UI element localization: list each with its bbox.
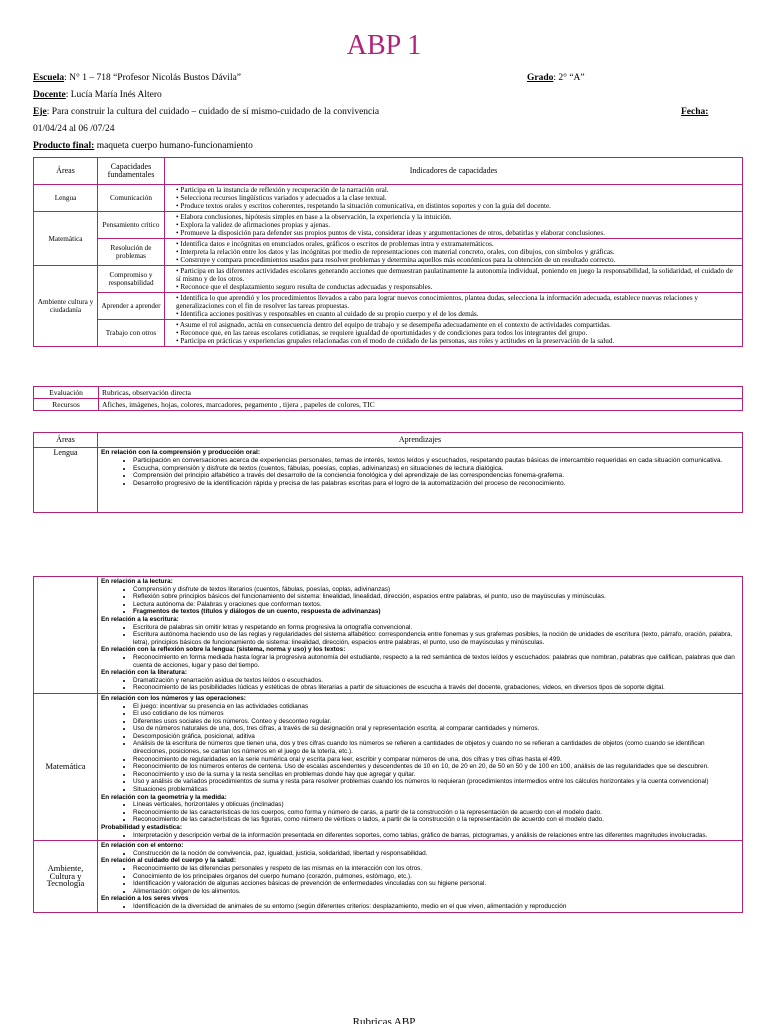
grado-value: : 2° “A” [553,73,585,83]
indicadores-aprender [165,293,743,320]
learning-item: • Participación en conversaciones acerca de experiencias personales, temas de interés, textos leídos y escuchados, respetando pautas básicas de intercambio requeridas en cada situación comunicativa. [133,457,739,465]
section-title: En relación con la comprensión y producción oral: [101,449,261,456]
learning-item: • Reconocimiento de las diferencias personales y respeto de las mismas en la interacción con los otros. [133,865,739,873]
lengua-row [34,185,743,212]
learning-item: • Fragmentos de textos (títulos y diálogos de un cuento, respuesta de adivinanzas) [133,608,739,616]
learning-item: • Interpretación y descripción verbal de la información presentada en diferentes soportes, como tablas, gráfico de barras, pictogramas, y análisis de relaciones entre las diferentes magnitudes involucradas. [133,832,739,840]
learning-item: • Descomposición gráfica, posicional, aditiva [133,733,739,741]
ambiente-row-2 [34,293,743,320]
header-areas: Áreas [34,433,98,448]
lengua-continued-row [34,577,743,694]
aprendizajes-lengua-content [98,448,743,513]
indicadores-pensamiento [165,212,743,239]
evaluacion-row [34,387,743,399]
aprendizajes-lengua-row [34,448,743,513]
cap-resolucion-problemas: Resolución de problemas [98,239,165,266]
learning-item: • Líneas verticales, horizontales y oblicuas (inclinadas) [133,801,739,809]
learning-item: • Comprensión del principio alfabético a través del desarrollo de la conciencia fonológica y del aprendizaje de las correspondencias fonema-grafema. [133,472,739,480]
indicator-item: • Identifica acciones positivas y responsables en cuanto al cuidado de su propio cuerpo y el de los demás. [176,310,739,318]
learning-item: • Escritura autónoma haciendo uso de las reglas y regularidades del sistema alfabético: correspondencia entre fonemas y sus grafemas posibles, la noción de unidades de escritura (texto, párrafo, oración, palabra, letra), principios básicos de funcionamiento de sistema: linealidad, dirección, espacios entre palabras, el punto, uso de mayúsculas y minúsculas. [133,631,739,646]
section-title: En relación con la literatura: [101,669,187,677]
learning-item: • Reconocimiento de las posibilidades lúdicas y estéticas de obras literarias a partir de situaciones de escucha a través del docente, grabaciones, videos, en diversos tipos de soporte digital. [133,684,739,692]
learning-item: • Alimentación: origen de los alimentos. [133,888,739,896]
header-areas: Áreas [34,158,98,185]
matematica-row-2 [34,239,743,266]
learning-item: • Dramatización y renarración asidua de textos leídos o escuchados. [133,677,739,685]
indicator-item: • Asume el rol asignado, actúa en consecuencia dentro del equipo de trabajo y se desempeña adecuadamente en el contexto de actividades compartidas. [176,321,739,329]
indicator-item: • Elabora conclusiones, hipótesis simples en base a la observación, la experiencia y la intuición. [176,213,739,221]
evaluacion-value: Rubricas, observación directa [99,387,743,399]
matematica-aprendizajes-row [34,693,743,840]
capacidades-table [33,157,743,347]
section-title: En relación a la lectura: [101,578,173,585]
learning-item: • Desarrollo progresivo de la identificación rápida y precisa de las palabras escritas para el logro de la automatización del proceso de reconocimiento. [133,480,739,488]
learning-item: • Diferentes usos sociales de los números. Conteo y desconteo regular. [133,718,739,726]
indicator-item: • Promueve la disposición para defender sus propios puntos de vista, considerar ideas y argumentaciones de otros, debatirlas y elaborar conclusiones. [176,229,739,237]
dates-line: 01/04/24 al 06 /07/24 [33,124,115,134]
indicator-item: • Participa en la instancia de reflexión y recuperación de la narración oral. [176,186,739,194]
learning-item: • Reconocimiento de regularidades en la serie numérica oral y escrita para leer, escribir y comparar números de una, dos cifras y tres cifras hasta el 499. [133,756,739,764]
escuela-label: Escuela [33,73,65,83]
indicator-item: • Produce textos orales y escritos coherentes, respetando la situación comunicativa, en distintos soportes y con la guía del docente. [176,202,739,210]
escuela-value: : N° 1 – 718 “Profesor Nicolás Bustos Dávila” [64,73,242,83]
cap-comunicacion: Comunicación [98,185,165,212]
learning-item: • Reconocimiento en forma mediada hasta lograr la progresiva autonomía del estudiante, respecto a la red semántica de textos leídos y escuchados: palabras que nombran, palabras que califican, palabras que dan cuenta de acciones, lugar y paso del tiempo. [133,654,739,669]
aprendizajes-table [33,432,743,513]
learning-item: • Conocimiento de los principales órganos del cuerpo humano (corazón, pulmones, estómago, etc.). [133,873,739,881]
learning-item: • Escucha, comprensión y disfrute de textos (cuentos, fábulas, poesías, coplas, adivinanzas) en situaciones de lectura dialógica. [133,465,739,473]
ambiente-aprendizajes-row [34,841,743,912]
learning-item: • Uso de números naturales de una, dos, tres cifras, a través de su designación oral y representación escrita, al comparar cantidades y números. [133,725,739,733]
learning-item: • Escritura de palabras sin omitir letras y respetando en forma progresiva la ortografía convencional. [133,624,739,632]
indicator-item: • Identifica datos e incógnitas en enunciados orales, gráficos o escritos de problemas intra y extramatemáticos. [176,240,739,248]
learning-item: • Comprensión y disfrute de textos literarios (cuentos, fábulas, poesías, coplas, adivinanzas) [133,586,739,594]
producto-label: Producto final: [33,141,95,151]
learning-item: • El uso cotidiano de los números [133,710,739,718]
eje-line [33,106,743,118]
header-indicadores: Indicadores de capacidades [165,158,743,185]
indicator-item: • Selecciona recursos lingüísticos variados y adecuados a la clase textual. [176,194,739,202]
learning-item: • Lectura autónoma de: Palabras y oraciones que conforman textos. [133,601,739,609]
header-aprendizajes: Aprendizajes [98,433,743,448]
area-lengua-continued [34,577,98,694]
indicadores-resolucion [165,239,743,266]
capacidades-header-row [34,158,743,185]
footer-heading: Rubricas ABP [352,1016,416,1024]
section-title: En relación con la reflexión sobre la lengua: (sistema, norma y uso) y los textos: [101,646,346,654]
section-title: En relación a los seres vivos [101,895,189,903]
lengua-continued-content [98,577,743,694]
indicator-item: • Participa en prácticas y experiencias grupales relacionadas con el modo de cuidado de las personas, sus roles y actitudes en la preservación de la salud. [176,337,739,345]
section-title: En relación a la escritura: [101,615,179,623]
section-title: En relación con los números y las operaciones: [101,694,246,702]
learning-item: • Análisis de la escritura de números que tienen una, dos y tres cifras cuando los números se refieren a cantidades de objetos y cuando no se refieran a cantidades de objetos (como cuando se identifican direcciones, posiciones, se cantan los números en el juego de la lotería, etc.). [133,740,739,755]
learning-item: • Reflexión sobre principios básicos del funcionamiento del sistema: linealidad, linealidad, dirección, espacios entre palabras, el punto, uso de mayúsculas y minúsculas. [133,593,739,601]
aprendizajes-continued-table [33,576,743,913]
section-title: En relación con la geometría y la medida: [101,793,227,801]
header-capacidades: Capacidades fundamentales [98,158,165,185]
area-matematica: Matemática [34,693,98,840]
docente-label: Docente [33,90,66,100]
page-title: ABP 1 [346,30,422,61]
learning-item: • Reconocimiento de los números enteros de centena. Uso de escalas ascendentes y descendentes de 10 en 10, de 20 en 20, de 50 en 50 y de 100 en 100, análisis de las regularidades que se descubren. [133,763,739,771]
learning-item: • Situaciones problemáticas [133,786,739,794]
indicator-item: • Identifica lo que aprendió y los procedimientos llevados a cabo para lograr nuevos conocimientos, plantea dudas, selecciona la información adecuada, establece nuevas relaciones y generalizaciones con el fin de resolver las tareas propuestas. [176,294,739,310]
learning-item: • El juego: incentivar su presencia en las actividades cotidianas [133,703,739,711]
indicadores-compromiso [165,266,743,293]
indicator-item: • Explora la validez de afirmaciones propias y ajenas. [176,221,739,229]
learning-item: • Reconocimiento y uso de la suma y la resta sencillas en problemas donde hay que agregar y quitar. [133,771,739,779]
indicadores-lengua [165,185,743,212]
cap-compromiso: Compromiso y responsabilidad [98,266,165,293]
producto-line [33,140,253,152]
eje-value: : Para construir la cultura del cuidado – cuidado de sí mismo-cuidado de la convivencia [46,107,380,117]
docente-value: : Lucía María Inés Altero [65,90,162,100]
cap-aprender: Aprender a aprender [98,293,165,320]
recursos-row [34,399,743,411]
evaluacion-table [33,386,743,411]
aprendizajes-header-row [34,433,743,448]
learning-item: • Reconocimiento de las características de las figuras, como número de vértices o lados, a partir de la construcción o la representación de acuerdo con el modelo dado. [133,816,739,824]
recursos-value: Afiches, imágenes, hojas, colores, marcadores, pegamento , tijera , papeles de colores, TIC [99,399,743,411]
matematica-content [98,693,743,840]
ambiente-content [98,841,743,912]
cap-trabajo-otros: Trabajo con otros [98,320,165,347]
learning-item: • Reconocimiento de las características de los cuerpos, como forma y número de caras, a partir de la construcción o la representación de acuerdo con el modelo dado. [133,809,739,817]
learning-item: • Construcción de la noción de convivencia, paz, igualdad, justicia, solidaridad, libertad y responsabilidad. [133,850,739,858]
grado-label: Grado [527,73,554,83]
section-title: En relación con el entorno: [101,842,184,850]
indicadores-trabajo [165,320,743,347]
matematica-row-1 [34,212,743,239]
learning-item: • Identificación y valoración de algunas acciones básicas de prevención de enfermedades vinculadas con su higiene personal. [133,880,739,888]
evaluacion-label: Evaluación [34,387,99,399]
section-title: Probabilidad y estadística: [101,824,182,831]
section-title: En relación al cuidado del cuerpo y la salud: [101,857,236,865]
indicator-item: • Interpreta la relación entre los datos y las incógnitas por medio de representaciones con material concreto, orales, con dibujos, con símbolos y gráficas. [176,248,739,256]
area-ambiente: Ambiente, Cultura y Tecnología [34,841,98,912]
learning-item: • Identificación de la diversidad de animales de su entorno (según diferentes criterios: desplazamiento, medio en el que viven, alimentación y reproducción [133,903,739,911]
eje-label: Eje [33,107,47,117]
indicator-item: • Reconoce que, en las tareas escolares cotidianas, se requiere igualdad de oportunidades y de condiciones para todos los integrantes del grupo. [176,329,739,337]
area-lengua: Lengua [34,185,98,212]
cap-pensamiento-critico: Pensamiento crítico [98,212,165,239]
ambiente-row-1 [34,266,743,293]
grado-block [527,72,585,84]
learning-item: • Uso y análisis de variados procedimientos de suma y resta para resolver problemas cuando los números lo requieran (procedimientos intermedios entre los cálculos horizontales y la cuenta convencional) [133,778,739,786]
escuela-line [33,72,743,84]
indicator-item: • Construye y compara procedimientos usados para resolver problemas y determina aquellos más económicos para la obtención de un resultado correcto. [176,256,739,264]
area-matematica: Matemática [34,212,98,266]
docente-line [33,89,162,101]
indicator-item: • Reconoce que el desplazamiento seguro resulta de conductas adecuadas y responsables. [176,283,739,291]
area-ambiente: Ambiente cultura y ciudadanía [34,266,98,347]
ambiente-row-3 [34,320,743,347]
area-lengua: Lengua [34,448,98,513]
indicator-item: • Participa en las diferentes actividades escolares generando acciones que demuestran paulatinamente la autonomía individual, poniendo en juego la responsabilidad, la solidaridad, el cuidado de sí mismo y de los otros. [176,267,739,283]
recursos-label: Recursos [34,399,99,411]
fecha-label: Fecha: [681,107,709,117]
producto-value: maqueta cuerpo humano-funcionamiento [94,141,253,151]
